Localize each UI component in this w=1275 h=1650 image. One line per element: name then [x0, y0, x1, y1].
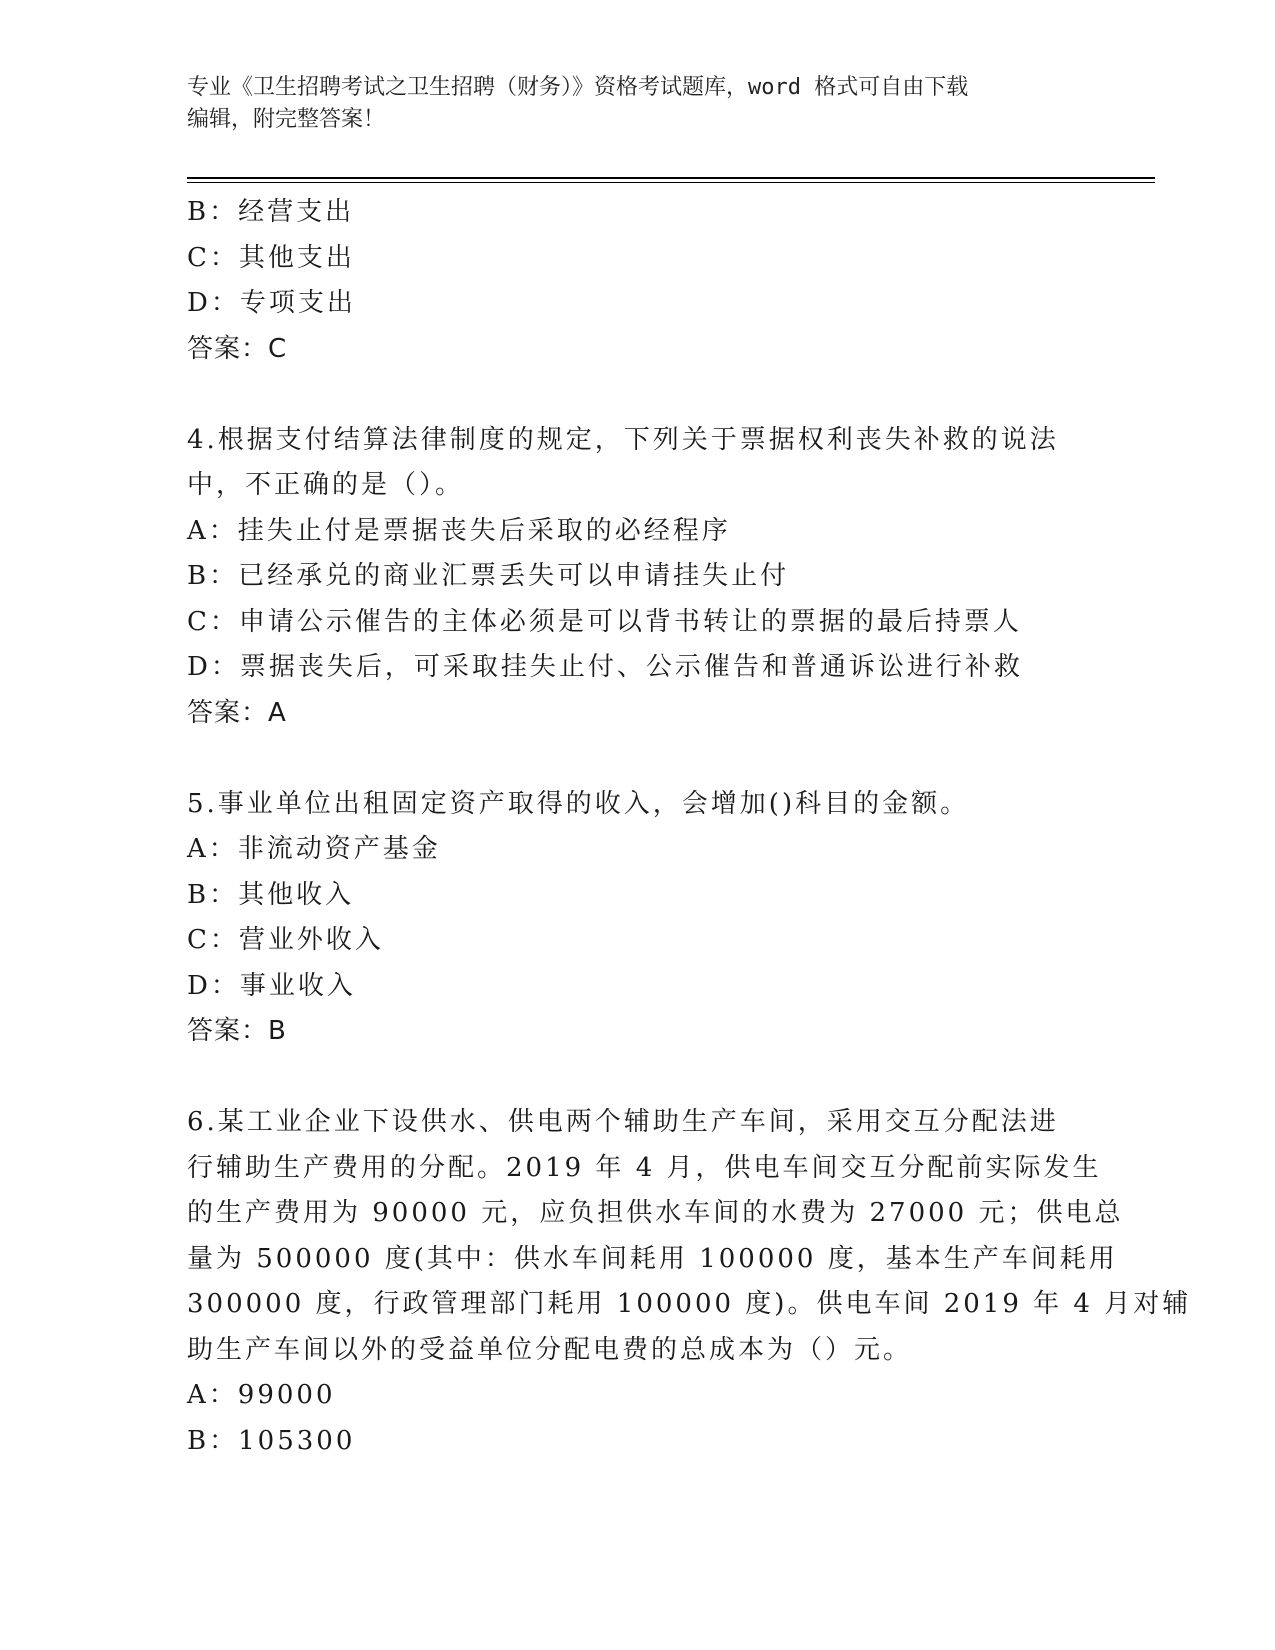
option-b: B：经营支出	[187, 197, 355, 227]
answer: 答案：A	[187, 697, 287, 728]
document-header	[187, 72, 1067, 136]
question-stem-line: 300000 度，行政管理部门耗用 100000 度)。供电车间 2019 年 4 月对辅	[187, 1289, 1192, 1319]
question-stem-line: 助生产车间以外的受益单位分配电费的总成本为（）元。	[187, 1334, 913, 1365]
answer: 答案：C	[187, 333, 288, 364]
question-stem-line: 的生产费用为 90000 元，应负担供水车间的水费为 27000 元；供电总	[187, 1198, 1124, 1228]
option-d: D：票据丧失后，可采取挂失止付、公示催告和普通诉讼进行补救	[187, 652, 1023, 682]
option-a: A：99000	[187, 1380, 336, 1410]
option-b: B：105300	[187, 1425, 356, 1456]
option-a: A：非流动资产基金	[187, 834, 441, 864]
spacer	[187, 736, 1087, 782]
option-c: C：其他支出	[187, 242, 355, 273]
question-6	[187, 1100, 1192, 1464]
option-c: C：申请公示催告的主体必须是可以背书转让的票据的最后持票人	[187, 606, 1022, 637]
option-a: A：挂失止付是票据丧失后采取的必经程序	[187, 515, 731, 546]
spacer	[187, 1055, 1087, 1101]
question-4	[187, 418, 1087, 737]
header-divider-thin	[187, 182, 1155, 183]
option-c: C：营业外收入	[187, 925, 384, 955]
question-stem-line: 量为 500000 度(其中：供水车间耗用 100000 度，基本生产车间耗用	[187, 1243, 1118, 1274]
question-stem-line: 4.根据支付结算法律制度的规定，下列关于票据权利丧失补救的说法	[187, 424, 1059, 455]
question-3	[187, 190, 1087, 372]
spacer	[187, 372, 1087, 418]
question-list	[187, 190, 1192, 1464]
question-5	[187, 782, 1087, 1055]
header-line-1: 专业《卫生招聘考试之卫生招聘（财务）》资格考试题库，word 格式可自由下载	[187, 75, 969, 100]
option-b: B：其他收入	[187, 879, 355, 910]
answer: 答案：B	[187, 1016, 287, 1046]
question-stem-line: 5.事业单位出租固定资产取得的收入，会增加()科目的金额。	[187, 788, 970, 819]
option-d: D：专项支出	[187, 288, 356, 318]
option-b: B：已经承兑的商业汇票丢失可以申请挂失止付	[187, 561, 790, 591]
header-line-2: 编辑，附完整答案！	[187, 107, 386, 132]
question-stem-line: 行辅助生产费用的分配。2019 年 4 月，供电车间交互分配前实际发生	[187, 1152, 1102, 1183]
header-divider-thick	[187, 177, 1155, 179]
question-stem-line: 中，不正确的是（）。	[187, 470, 465, 500]
option-d: D：事业收入	[187, 970, 356, 1001]
question-stem-line: 6.某工业企业下设供水、供电两个辅助生产车间，采用交互分配法进	[187, 1107, 1059, 1137]
